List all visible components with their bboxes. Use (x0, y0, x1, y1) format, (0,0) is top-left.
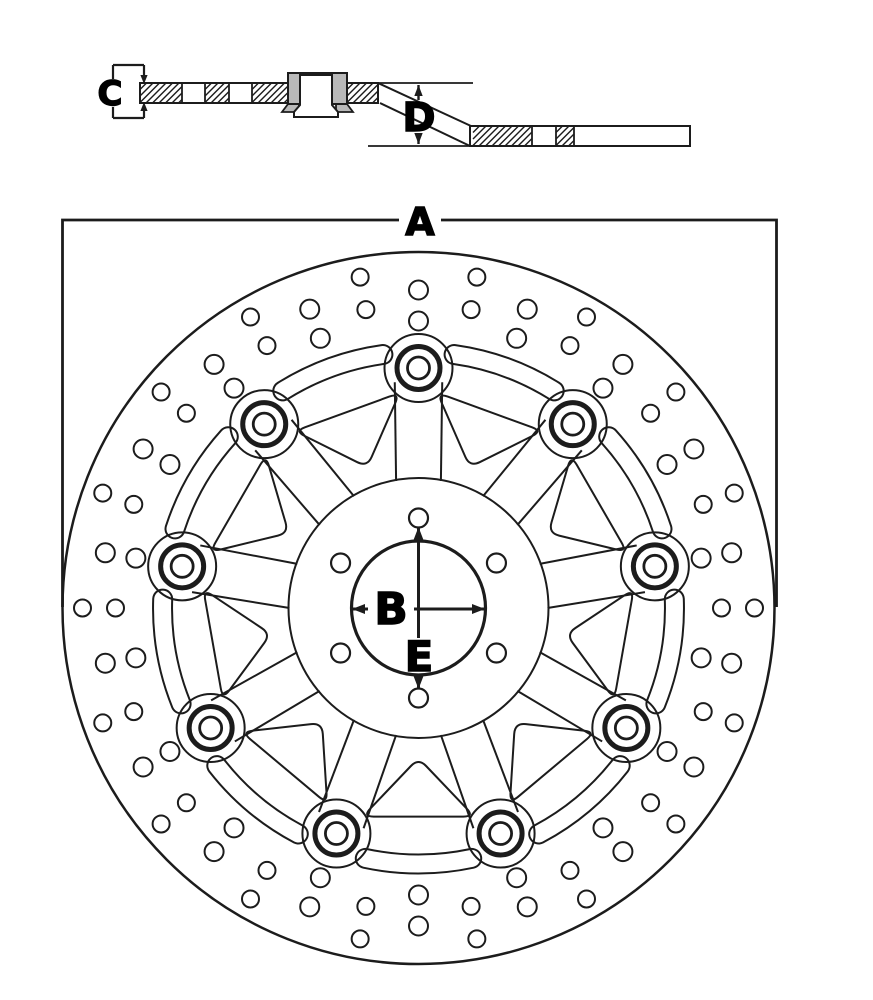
rivet-inner-hole (615, 717, 637, 739)
bolt-hole (331, 554, 350, 573)
carrier-window (300, 396, 397, 464)
drill-hole (507, 868, 526, 887)
drill-hole (722, 654, 741, 673)
spoke-edge (235, 691, 320, 742)
drill-hole (692, 648, 711, 667)
float-slot (454, 355, 554, 391)
dimension-label-c: C (97, 74, 123, 114)
drill-hole (352, 930, 369, 947)
drill-hole (300, 300, 319, 319)
dim-b-arrowhead (352, 604, 365, 614)
spoke-edge (441, 382, 442, 481)
drill-hole (160, 742, 179, 761)
drill-hole (96, 654, 115, 673)
rivet-inner-hole (171, 555, 193, 577)
drill-hole (578, 309, 595, 326)
rivet-inner-hole (408, 357, 430, 379)
front-view (63, 220, 777, 964)
drill-hole (642, 794, 659, 811)
drill-hole (518, 300, 537, 319)
drill-hole (518, 897, 537, 916)
float-slot (217, 766, 298, 834)
carrier-window (246, 724, 326, 800)
dim-e-arrowhead (414, 527, 424, 540)
float-slot (609, 437, 662, 529)
carrier-window (440, 396, 537, 464)
drill-hole (134, 758, 153, 777)
drill-hole (658, 742, 677, 761)
rivet-inner-hole (562, 413, 584, 435)
drill-hole (468, 930, 485, 947)
bobbin-foot (336, 104, 353, 112)
rivet-inner-hole (253, 413, 275, 435)
rivet-outer-ring (161, 545, 204, 588)
rivet-outer-ring (243, 403, 286, 446)
drill-hole (593, 818, 612, 837)
drill-hole (153, 384, 170, 401)
drill-hole (178, 794, 195, 811)
float-slot (539, 766, 621, 834)
drill-hole (357, 898, 374, 915)
drill-hole (205, 355, 224, 374)
drill-hole (107, 600, 124, 617)
drill-hole (259, 862, 276, 879)
drill-hole (409, 917, 428, 936)
drill-hole (463, 898, 480, 915)
drill-hole (178, 405, 195, 422)
drill-hole (352, 269, 369, 286)
float-slot (175, 437, 228, 529)
dimension-label-a: A (405, 200, 435, 244)
rivet-pin-section (294, 75, 338, 117)
drill-hole (96, 543, 115, 562)
drill-hole (463, 301, 480, 318)
drill-hole (695, 496, 712, 513)
rivet-outer-ring (633, 545, 676, 588)
drill-hole (205, 842, 224, 861)
spoke-edge (441, 735, 474, 828)
rivet-outer-ring (315, 812, 358, 855)
float-slot (365, 858, 471, 864)
spoke-edge (540, 652, 626, 700)
drill-hole (125, 703, 142, 720)
rivet-outer-ring (605, 707, 648, 750)
dim-b-arrowhead (472, 604, 485, 614)
drill-hole (507, 329, 526, 348)
drill-hole (225, 379, 244, 398)
rivet-inner-hole (200, 717, 222, 739)
drill-hole (134, 440, 153, 459)
carrier-window (367, 762, 470, 817)
drill-hole (722, 543, 741, 562)
drill-hole (593, 379, 612, 398)
drill-hole (160, 455, 179, 474)
dimension-label-e: E (404, 632, 434, 681)
drill-hole (578, 890, 595, 907)
rivet-outer-ring (189, 707, 232, 750)
drill-hole (468, 269, 485, 286)
drill-hole (300, 897, 319, 916)
spoke-edge (395, 382, 396, 481)
spoke-edge (517, 691, 602, 742)
rivet-inner-hole (490, 823, 512, 845)
drill-hole (409, 886, 428, 905)
float-slot (283, 355, 383, 391)
carrier-window (570, 593, 632, 694)
spoke-edge (292, 420, 354, 496)
drill-hole (713, 600, 730, 617)
dimension-label-b: B (374, 584, 408, 635)
drill-hole (409, 281, 428, 300)
drill-hole (667, 384, 684, 401)
drill-hole (126, 648, 145, 667)
bolt-hole (331, 644, 350, 663)
drill-hole (658, 455, 677, 474)
rivet-inner-hole (325, 823, 347, 845)
drill-hole (726, 714, 743, 731)
spoke-edge (483, 420, 545, 496)
bolt-hole (409, 509, 428, 528)
drill-hole (642, 405, 659, 422)
drill-hole (311, 868, 330, 887)
bolt-hole (487, 644, 506, 663)
drill-hole (695, 703, 712, 720)
drill-hole (259, 337, 276, 354)
dimension-label-d: D (402, 95, 436, 141)
spoke-edge (517, 450, 581, 525)
drill-hole (684, 440, 703, 459)
drill-hole (684, 758, 703, 777)
drill-hole (613, 355, 632, 374)
drill-hole (726, 485, 743, 502)
spoke-edge (211, 652, 297, 700)
rivet-outer-ring (551, 403, 594, 446)
drill-hole (562, 337, 579, 354)
drill-hole (311, 329, 330, 348)
spoke-edge (255, 450, 319, 525)
drill-hole (225, 818, 244, 837)
drill-hole (242, 309, 259, 326)
drill-hole (94, 485, 111, 502)
bolt-hole (409, 689, 428, 708)
drill-hole (94, 714, 111, 731)
drill-hole (126, 549, 145, 568)
rivet-outer-ring (397, 347, 440, 390)
drill-hole (562, 862, 579, 879)
drill-hole (667, 815, 684, 832)
carrier-window (510, 724, 590, 800)
spoke-edge (364, 735, 397, 828)
drill-hole (746, 600, 763, 617)
rivet-outer-ring (479, 812, 522, 855)
carrier-window (205, 593, 267, 694)
drill-hole (153, 815, 170, 832)
drill-hole (692, 549, 711, 568)
rivet-inner-hole (644, 555, 666, 577)
drill-hole (242, 890, 259, 907)
drill-hole (357, 301, 374, 318)
drill-hole (74, 600, 91, 617)
bolt-hole (487, 554, 506, 573)
drill-hole (409, 312, 428, 331)
drill-hole (125, 496, 142, 513)
drill-hole (613, 842, 632, 861)
